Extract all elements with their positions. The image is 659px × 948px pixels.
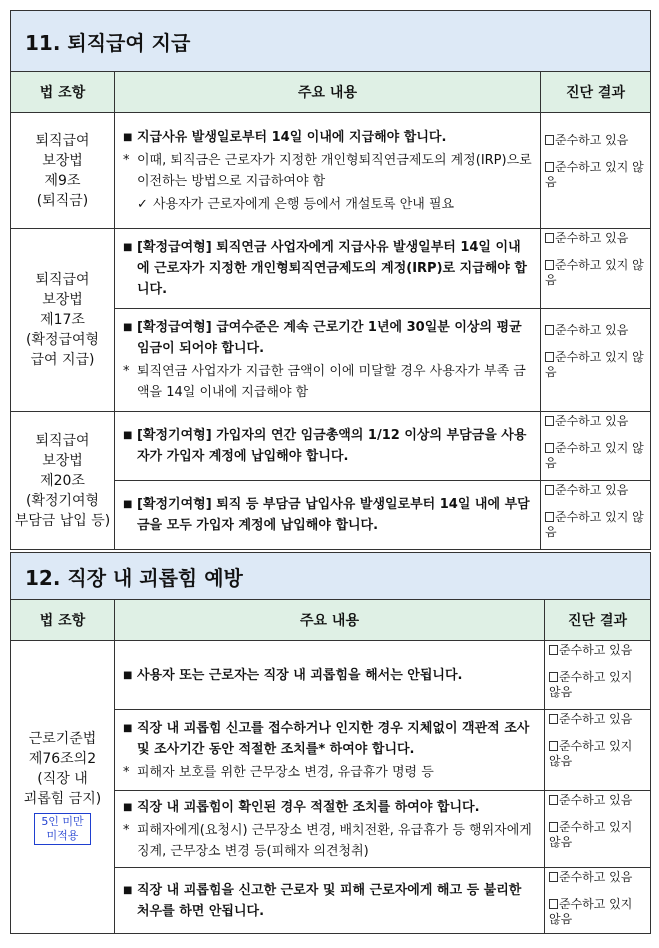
checkbox-icon[interactable] [549, 714, 558, 724]
checkbox-icon[interactable] [545, 325, 554, 335]
content-cell [115, 641, 545, 710]
result-cell [541, 481, 651, 550]
table-row [11, 412, 651, 481]
result-cell [545, 641, 651, 710]
noncomply-option[interactable]: 준수하고 있지 않음 [545, 441, 644, 470]
checkbox-icon[interactable] [549, 899, 558, 909]
header-result: 진단 결과 [541, 72, 651, 113]
asterisk-icon: * [123, 764, 130, 780]
noncomply-option[interactable]: 준수하고 있지 않음 [545, 510, 644, 539]
checkbox-icon[interactable] [545, 512, 554, 522]
content-cell [115, 412, 541, 481]
header-result: 진단 결과 [545, 600, 651, 641]
content-cell [115, 229, 541, 309]
table-row [11, 229, 651, 309]
section-12-header-row [11, 600, 651, 641]
result-cell [545, 710, 651, 791]
comply-option[interactable]: 준수하고 있음 [545, 414, 646, 429]
checkbox-icon[interactable] [545, 233, 554, 243]
header-content: 주요 내용 [115, 72, 541, 113]
asterisk-icon: * [123, 364, 130, 379]
note-item: * 피해자에게(요청시) 근무장소 변경, 배치전환, 유급휴가 등 행위자에게 징계, 근무장소 변경 등(피해자 의견청취) [123, 820, 536, 862]
content-cell [115, 791, 545, 868]
table-row [11, 113, 651, 229]
result-cell [541, 412, 651, 481]
result-cell [545, 791, 651, 868]
checkbox-icon[interactable] [549, 741, 558, 751]
law-article: 근로기준법 제76조의2 (직장 내 괴롭힘 금지) 5인 미만 미적용 [11, 641, 115, 934]
section-11-header-row [11, 72, 651, 113]
main-item: ■ 직장 내 괴롭힘이 확인된 경우 적절한 조치를 하여야 합니다. [123, 797, 536, 818]
content-cell [115, 481, 541, 550]
header-law: 법 조항 [11, 72, 115, 113]
exemption-badge: 5인 미만 미적용 [34, 813, 90, 845]
checkbox-icon[interactable] [549, 822, 558, 832]
checkbox-icon[interactable] [545, 485, 554, 495]
result-cell [541, 309, 651, 412]
main-item: ■ 사용자 또는 근로자는 직장 내 괴롭힘을 해서는 안됩니다. [123, 665, 536, 686]
noncomply-option[interactable]: 준수하고 있지 않음 [549, 820, 633, 849]
law-article: 퇴직급여 보장법 제17조 (확정급여형 급여 지급) [11, 229, 115, 412]
main-item: ■ 직장 내 괴롭힘을 신고한 근로자 및 피해 근로자에게 해고 등 불리한 처우를 하면 안됩니다. [123, 880, 536, 922]
table-row [11, 641, 651, 710]
checkbox-icon[interactable] [549, 795, 558, 805]
main-item: ■ 직장 내 괴롭힘 신고를 접수하거나 인지한 경우 지체없이 객관적 조사 및 조사기간 동안 적절한 조치를* 하여야 합니다. [123, 718, 536, 760]
section-11-table [10, 10, 651, 550]
asterisk-icon: * [123, 822, 130, 838]
header-content: 주요 내용 [115, 600, 545, 641]
check-icon: ✓ [137, 196, 148, 212]
comply-option[interactable]: 준수하고 있음 [545, 231, 646, 246]
checkbox-icon[interactable] [545, 162, 554, 172]
note-item: * 피해자 보호를 위한 근무장소 변경, 유급휴가 명령 등 [123, 762, 536, 783]
sub-item: ✓ 사용자가 근로자에게 은행 등에서 개설토록 안내 필요 [123, 194, 532, 215]
checkbox-icon[interactable] [545, 260, 554, 270]
comply-option[interactable]: 준수하고 있음 [545, 323, 646, 338]
main-item: ■ [확정급여형] 급여수준은 계속 근로기간 1년에 30일분 이상의 평균임금이 되어야 합니다. [123, 317, 532, 359]
checkbox-icon[interactable] [549, 672, 558, 682]
main-item: ■ 지급사유 발생일로부터 14일 이내에 지급해야 합니다. [123, 127, 532, 148]
section-12-table [10, 552, 651, 934]
checkbox-icon[interactable] [545, 443, 554, 453]
main-item: ■ [확정급여형] 퇴직연금 사업자에게 지급사유 발생일부터 14일 이내에 근로자가 지정한 개인형퇴직연금제도의 계정(IRP)로 지급해야 합니다. [123, 237, 532, 300]
main-item: ■ [확정기여형] 퇴직 등 부담금 납입사유 발생일로부터 14일 내에 부담금을 모두 가입자 계정에 납입해야 합니다. [123, 494, 532, 536]
content-cell [115, 309, 541, 412]
section-12-title: 12. 직장 내 괴롭힘 예방 [11, 553, 651, 600]
comply-option[interactable]: 준수하고 있음 [549, 793, 646, 808]
checkbox-icon[interactable] [549, 645, 558, 655]
section-11-title: 11. 퇴직급여 지급 [11, 11, 651, 72]
content-cell [115, 113, 541, 229]
content-cell [115, 868, 545, 934]
asterisk-icon: * [123, 152, 130, 168]
noncomply-option[interactable]: 준수하고 있지 않음 [545, 160, 644, 189]
noncomply-option[interactable]: 준수하고 있지 않음 [549, 739, 633, 768]
comply-option[interactable]: 준수하고 있음 [549, 643, 646, 658]
comply-option[interactable]: 준수하고 있음 [545, 133, 646, 148]
result-cell [541, 113, 651, 229]
checkbox-icon[interactable] [545, 135, 554, 145]
checkbox-icon[interactable] [545, 416, 554, 426]
note-item: * 이때, 퇴직금은 근로자가 지정한 개인형퇴직연금제도의 계정(IRP)으로 이전하는 방법으로 지급하여야 함 [123, 150, 532, 192]
result-cell [545, 868, 651, 934]
checkbox-icon[interactable] [545, 352, 554, 362]
noncomply-option[interactable]: 준수하고 있지 않음 [549, 897, 633, 926]
main-item: ■ [확정기여형] 가입자의 연간 임금총액의 1/12 이상의 부담금을 사용자가 가입자 계정에 납입해야 합니다. [123, 425, 532, 467]
noncomply-option[interactable]: 준수하고 있지 않음 [549, 670, 633, 699]
comply-option[interactable]: 준수하고 있음 [549, 712, 646, 727]
law-article: 퇴직급여 보장법 제9조 (퇴직금) [11, 113, 115, 229]
result-cell [541, 229, 651, 309]
note-item: * 퇴직연금 사업자가 지급한 금액이 이에 미달할 경우 사용자가 부족 금액을 14일 이내에 지급해야 함 [123, 361, 532, 403]
comply-option[interactable]: 준수하고 있음 [549, 870, 646, 885]
header-law: 법 조항 [11, 600, 115, 641]
checkbox-icon[interactable] [549, 872, 558, 882]
noncomply-option[interactable]: 준수하고 있지 않음 [545, 258, 644, 287]
law-article: 퇴직급여 보장법 제20조 (확정기여형 부담금 납입 등) [11, 412, 115, 550]
noncomply-option[interactable]: 준수하고 있지 않음 [545, 350, 644, 379]
content-cell [115, 710, 545, 791]
comply-option[interactable]: 준수하고 있음 [545, 483, 646, 498]
